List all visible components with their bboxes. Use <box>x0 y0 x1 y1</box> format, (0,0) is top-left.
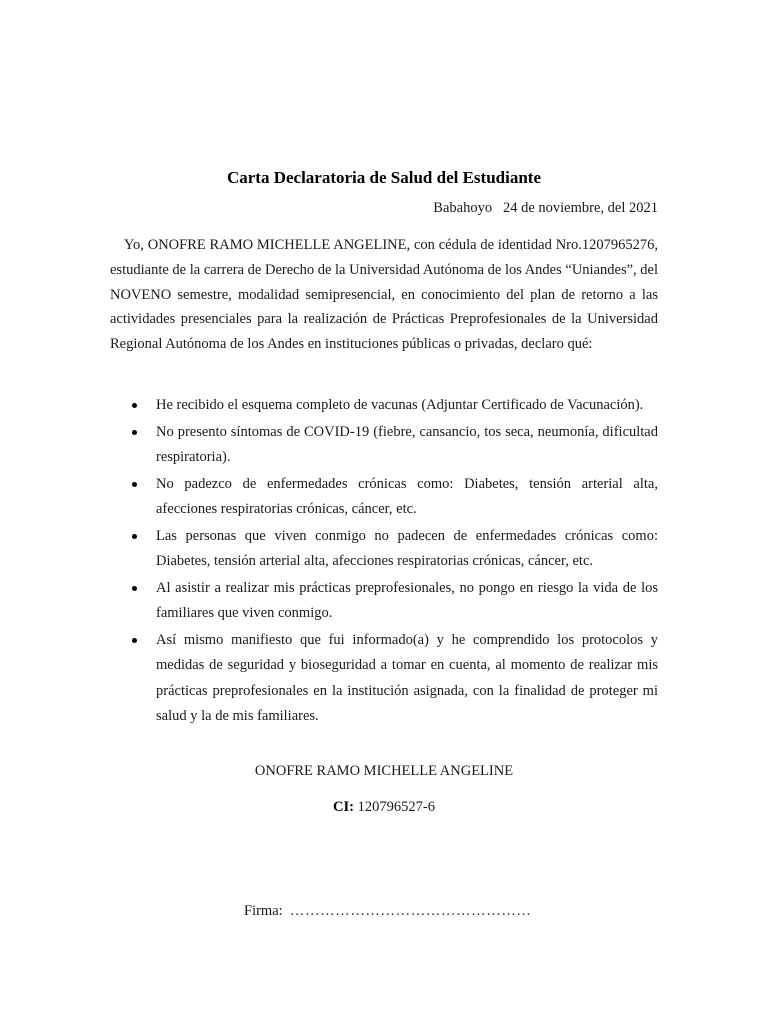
list-item <box>110 472 658 523</box>
bullet-icon <box>132 403 137 408</box>
list-item-text: Al asistir a realizar mis prácticas preprofesionales, no pongo en riesgo la vida de los familiares que viven conmigo. <box>156 579 658 621</box>
list-item-text: He recibido el esquema completo de vacunas (Adjuntar Certificado de Vacunación). <box>156 397 644 413</box>
bullet-icon <box>132 586 137 591</box>
list-item <box>110 576 658 627</box>
list-item <box>110 524 658 575</box>
list-item-text: Así mismo manifiesto que fui informado(a) y he comprendido los protocolos y medidas de seguridad y bioseguridad a tomar en cuenta, al momento de realizar mis prácticas preprofesionales en la institución asignada, con la finalidad de proteger mi salud y la de mis familiares. <box>156 631 658 724</box>
document-title: Carta Declaratoria de Salud del Estudiante <box>226 168 542 187</box>
bullet-icon <box>132 534 137 539</box>
signature-dots: ………………………………………… <box>289 903 532 919</box>
list-item-text: Las personas que viven conmigo no padecen de enfermedades crónicas como: Diabetes, tensión arterial alta, afecciones respiratorias crónicas, cáncer, etc. <box>156 527 658 569</box>
signature-label: Firma: <box>244 903 290 919</box>
signature-line <box>244 903 532 920</box>
ci-label: CI: <box>333 799 354 815</box>
list-item <box>110 628 658 730</box>
list-item <box>110 393 658 419</box>
bullet-icon <box>132 430 137 435</box>
bullet-icon <box>132 482 137 487</box>
ci-line <box>0 799 768 816</box>
intro-paragraph: Yo, ONOFRE RAMO MICHELLE ANGELINE, con cédula de identidad Nro.1207965276, estudiante de la carrera de Derecho de la Universidad Autónoma de los Andes “Uniandes”, del NOVENO semestre, modalidad semipresencial, en conocimiento del plan de retorno a las actividades presenciales para la realización de Prácticas Preprofesionales de la Universidad Regional Autónoma de los Andes en instituciones públicas o privadas, declaro qué: <box>110 237 658 353</box>
ci-value: 120796527-6 <box>353 799 435 815</box>
bullet-icon <box>132 638 137 643</box>
list-item <box>110 420 658 471</box>
list-item-text: No presento síntomas de COVID-19 (fiebre, cansancio, tos seca, neumonía, dificultad respiratoria). <box>156 423 658 465</box>
list-item-text: No padezco de enfermedades crónicas como: Diabetes, tensión arterial alta, afecciones respiratorias crónicas, cáncer, etc. <box>156 475 658 517</box>
place-date: Babahoyo 24 de noviembre, del 2021 <box>433 200 658 216</box>
signer-name: ONOFRE RAMO MICHELLE ANGELINE <box>254 763 514 779</box>
declaration-list <box>110 393 658 731</box>
